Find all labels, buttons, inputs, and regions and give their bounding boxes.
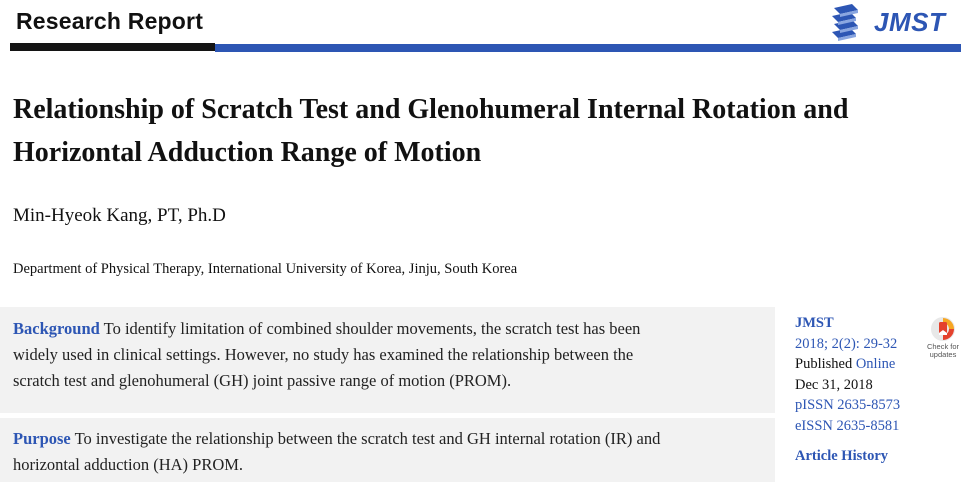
abstract-purpose-text: horizontal adduction (HA) PROM. [13, 455, 244, 474]
abstract-purpose [13, 426, 763, 478]
abstract-background-text: scratch test and glenohumeral (GH) joint passive range of motion (PROM). [13, 371, 512, 390]
abstract-background-text: widely used in clinical settings. However, no study has examined the relationship between the [13, 345, 634, 364]
abstract-purpose-text: To investigate the relationship between the scratch test and GH internal rotation (IR) and [70, 429, 661, 448]
sidebar-published-label: Published [795, 356, 856, 372]
abstract-background [13, 316, 763, 394]
sidebar-journal: JMST [795, 315, 834, 331]
article-affiliation: Department of Physical Therapy, International University of Korea, Jinju, South Korea [13, 261, 518, 277]
journal-logo[interactable] [828, 2, 945, 42]
sidebar-eissn: eISSN 2635-8581 [795, 417, 900, 434]
section-label: Research Report [16, 8, 204, 34]
header-bar-dark [10, 43, 215, 51]
sidebar-citation[interactable]: 2018; 2(2): 29-32 [795, 335, 898, 352]
article-author: Min-Hyeok Kang, PT, Ph.D [13, 205, 226, 226]
abstract-background-heading: Background [13, 319, 100, 338]
check-for-updates-icon [930, 316, 956, 342]
abstract-background-text: To identify limitation of combined shoulder movements, the scratch test has been [99, 319, 641, 338]
check-for-updates-label: Check for updates [926, 342, 960, 359]
header-bar-blue [215, 44, 961, 52]
stacked-books-icon [828, 2, 868, 42]
sidebar-published-online[interactable]: Online [855, 356, 896, 372]
abstract-purpose-heading: Purpose [13, 429, 71, 448]
article-info-sidebar [795, 313, 925, 467]
sidebar-article-history[interactable]: Article History [795, 448, 889, 464]
check-for-updates-badge[interactable] [924, 316, 961, 362]
sidebar-published [795, 354, 925, 375]
sidebar-published-date: Dec 31, 2018 [795, 376, 873, 393]
sidebar-pissn: pISSN 2635-8573 [795, 397, 901, 413]
article-title-line: Relationship of Scratch Test and Glenohumeral Internal Rotation and [13, 94, 849, 125]
article-title [13, 88, 943, 174]
journal-logo-text: JMST [874, 6, 946, 37]
article-title-line: Horizontal Adduction Range of Motion [13, 137, 482, 168]
